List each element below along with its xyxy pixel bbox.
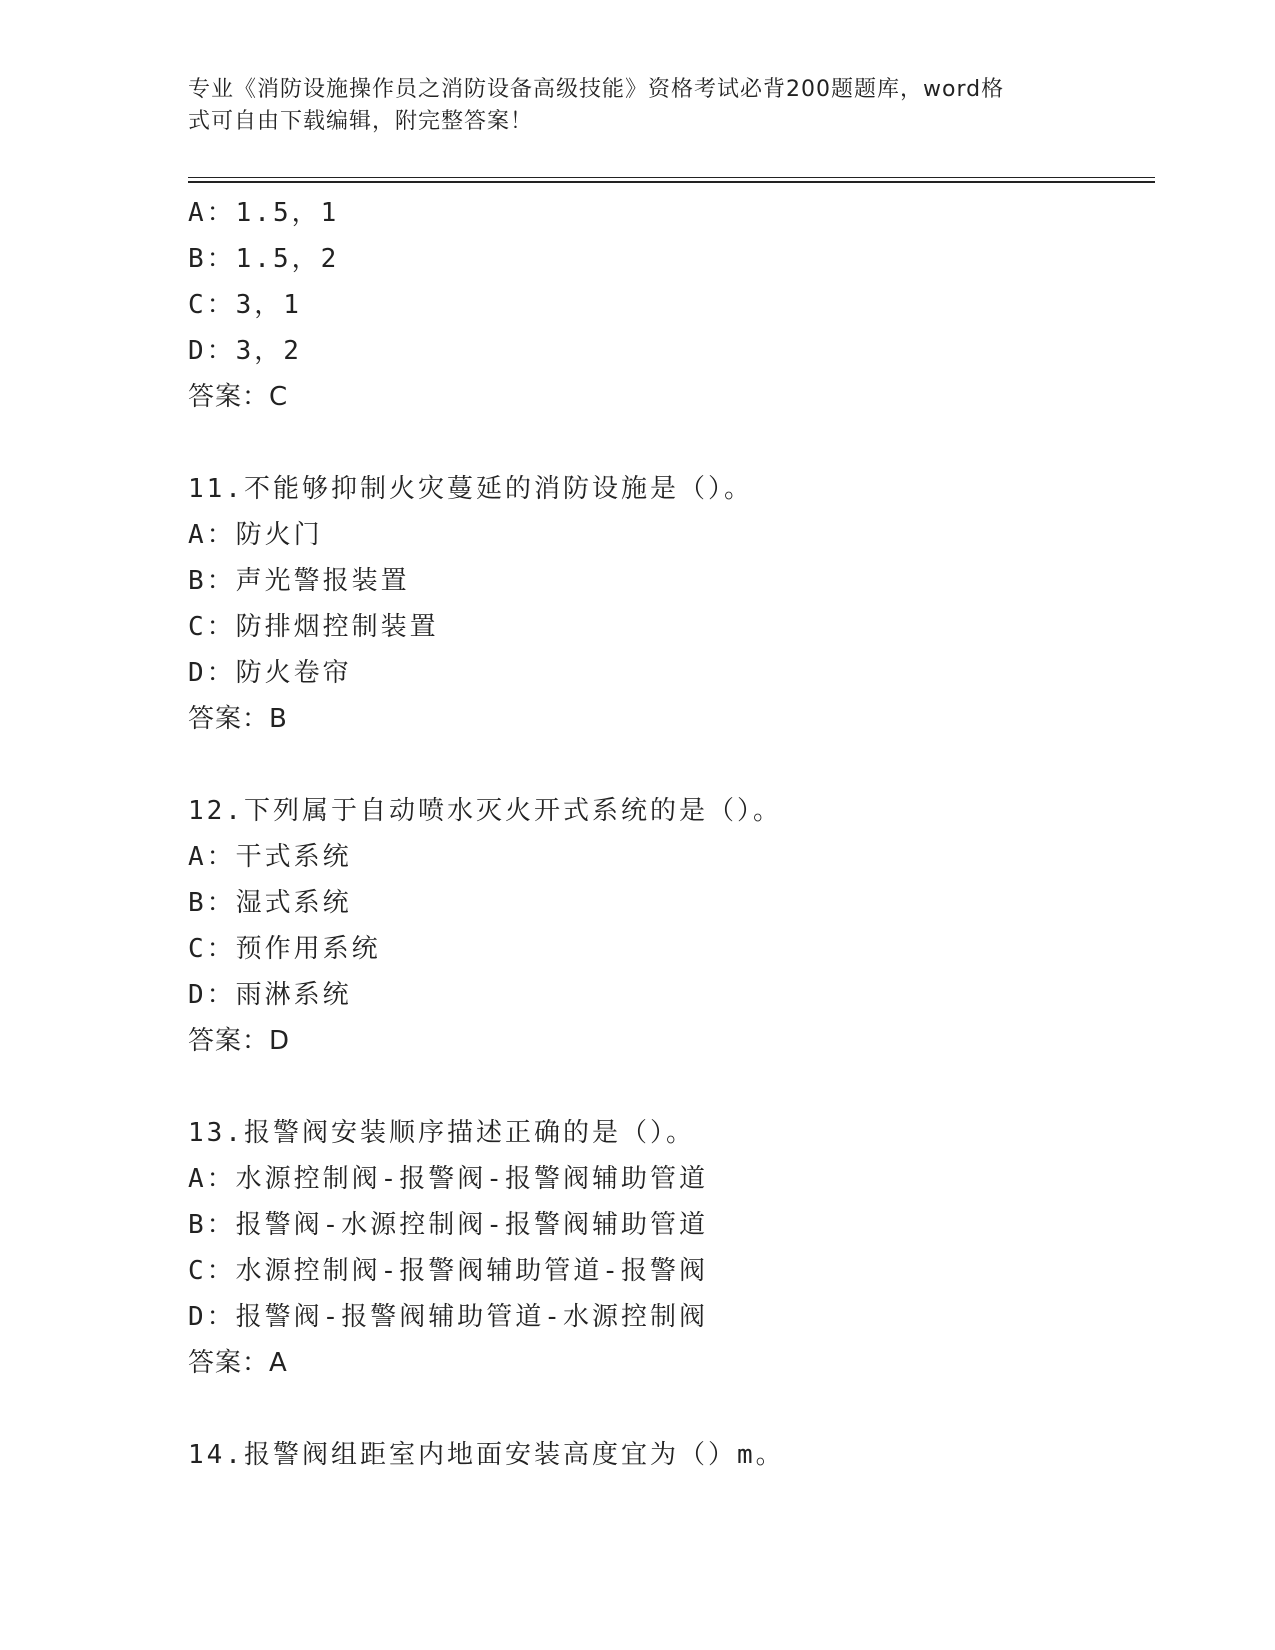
option-a: A：水源控制阀-报警阀-报警阀辅助管道 bbox=[188, 1164, 708, 1194]
option-a: A：1.5，1 bbox=[188, 198, 340, 228]
spacer bbox=[188, 742, 1148, 788]
option-d: D：雨淋系统 bbox=[188, 980, 352, 1010]
question-block-11 bbox=[188, 466, 1148, 742]
option-d: D：3，2 bbox=[188, 336, 302, 366]
question-stem: 14.报警阀组距室内地面安装高度宜为（）m。 bbox=[188, 1440, 785, 1470]
question-list bbox=[188, 190, 1148, 1478]
answer-line: 答案：C bbox=[188, 382, 289, 412]
question-stem: 13.报警阀安装顺序描述正确的是（）。 bbox=[188, 1118, 695, 1148]
spacer bbox=[188, 1064, 1148, 1110]
header-line-2: 式可自由下载编辑，附完整答案！ bbox=[188, 109, 534, 134]
question-block-14 bbox=[188, 1432, 1148, 1478]
question-stem: 11.不能够抑制火灾蔓延的消防设施是（）。 bbox=[188, 474, 753, 504]
option-c: C：3，1 bbox=[188, 290, 302, 320]
question-block-13 bbox=[188, 1110, 1148, 1386]
answer-line: 答案：A bbox=[188, 1348, 288, 1378]
spacer bbox=[188, 420, 1148, 466]
header-divider-thick bbox=[188, 181, 1155, 183]
document-header bbox=[188, 74, 1068, 138]
question-block-prev bbox=[188, 190, 1148, 420]
option-c: C：水源控制阀-报警阀辅助管道-报警阀 bbox=[188, 1256, 708, 1286]
spacer bbox=[188, 1386, 1148, 1432]
option-c: C：预作用系统 bbox=[188, 934, 381, 964]
option-d: D：报警阀-报警阀辅助管道-水源控制阀 bbox=[188, 1302, 708, 1332]
option-b: B：1.5，2 bbox=[188, 244, 340, 274]
option-b: B：湿式系统 bbox=[188, 888, 352, 918]
answer-line: 答案：D bbox=[188, 1026, 291, 1056]
question-stem: 12.下列属于自动喷水灭火开式系统的是（）。 bbox=[188, 796, 782, 826]
option-d: D：防火卷帘 bbox=[188, 658, 352, 688]
answer-line: 答案：B bbox=[188, 704, 288, 734]
option-b: B：报警阀-水源控制阀-报警阀辅助管道 bbox=[188, 1210, 708, 1240]
option-c: C：防排烟控制装置 bbox=[188, 612, 439, 642]
question-block-12 bbox=[188, 788, 1148, 1064]
header-line-1: 专业《消防设施操作员之消防设备高级技能》资格考试必背200题题库，word格 bbox=[188, 77, 1005, 102]
option-a: A：防火门 bbox=[188, 520, 323, 550]
option-b: B：声光警报装置 bbox=[188, 566, 410, 596]
header-divider-thin bbox=[188, 177, 1155, 178]
option-a: A：干式系统 bbox=[188, 842, 352, 872]
